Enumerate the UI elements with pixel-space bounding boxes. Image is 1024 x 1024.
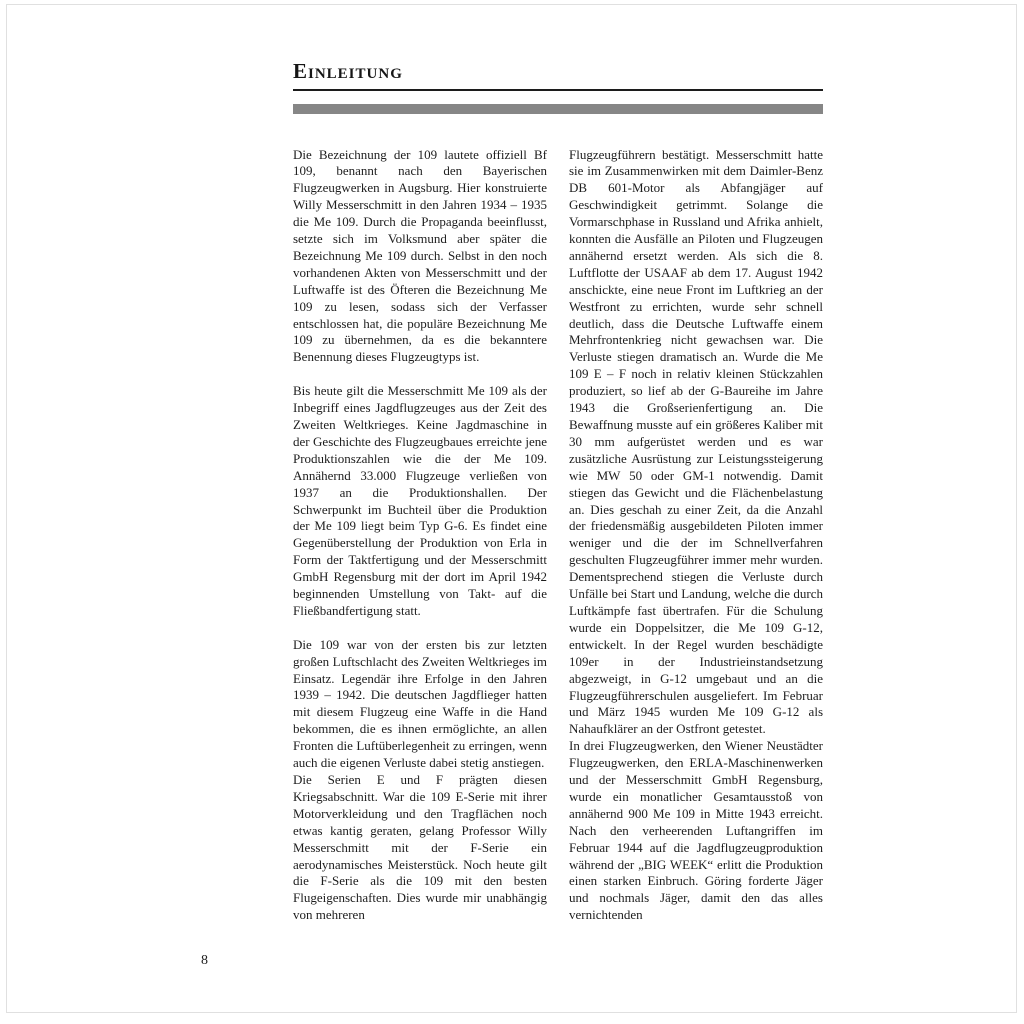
left-column <box>293 147 547 925</box>
heading-rule <box>293 89 823 91</box>
page-number: 8 <box>201 953 208 968</box>
paragraph: Bis heute gilt die Messerschmitt Me 109 als der Inbegriff eines Jagdflugzeuges aus der Zeit des Zweiten Weltkrieges. Keine Jagdmaschine in der Geschichte des Flugzeugbaues erreichte jene Produktionszahlen wie die der Me 109. Annähernd 33.000 Flugzeuge verließen von 1937 an die Produktionshallen. Der Schwerpunkt im Buchteil über die Produktion der Me 109 liegt beim Typ G-6. Es findet eine Gegenüberstellung der Produktion von Erla in Form der Taktfertigung und der Messerschmitt GmbH Regensburg mit der dort im April 1942 beginnenden Umstellung von Takt- auf die Fließbandfertigung statt. <box>293 383 547 618</box>
chapter-heading: Einleitung <box>293 59 403 83</box>
page-content <box>293 61 823 924</box>
paragraph: Die Bezeichnung der 109 lautete offiziell Bf 109, benannt nach den Bayerischen Flugzeugwerken in Augsburg. Hier konstruierte Willy Messerschmitt in den Jahren 1934 – 1935 die Me 109. Durch die Propaganda beeinflusst, setzte sich im Volksmund aber später die Bezeichnung Me 109 durch. Selbst in den noch vorhandenen Akten von Messerschmitt und der Luftwaffe ist des Öfteren die Bezeichnung Me 109 zu lesen, sodass sich der Verfasser entschlossen hat, die populäre Bezeichnung Me 109 zu übernehmen, da es die bekanntere Benennung dieses Flugzeugtyps ist. <box>293 146 547 365</box>
section-divider-bar <box>293 104 823 114</box>
text-columns <box>293 147 823 925</box>
paragraph: In drei Flugzeugwerken, den Wiener Neustädter Flugzeugwerken, den ERLA-Maschinenwerken und der Messerschmitt GmbH Regensburg, wurde ein monatlicher Gesamtausstoß von annähernd 900 Me 109 in Mitte 1943 erreicht. Nach den verheerenden Luftangriffen im Februar 1944 auf die Jagdflugzeugproduktion während der „BIG WEEK“ erlitt die Produktion einen starken Einbruch. Göring forderte Jäger und nochmals Jäger, damit den das alles vernichtenden <box>569 738 823 923</box>
right-column <box>569 147 823 925</box>
paragraph: Flugzeugführern bestätigt. Messerschmitt hatte sie im Zusammenwirken mit dem Daimler-Benz DB 601-Motor als Abfangjäger auf Geschwindigkeit getrimmt. Solange die Vormarschphase in Russland und Afrika anhielt, konnten die Ausfälle an Piloten und Flugzeugen annähernd ersetzt werden. Als sich die 8. Luftflotte der USAAF ab dem 17. August 1942 anschickte, eine neue Front im Luftkrieg an der Westfront zu errichten, wurde sehr schnell deutlich, dass die Deutsche Luftwaffe einem Mehrfrontenkrieg nicht gewachsen war. Die Verluste stiegen dramatisch an. Wurde die Me 109 E – F noch in relativ kleinen Stückzahlen produziert, so lief ab der G-Baureihe im Jahre 1943 die Großserienfertigung an. Die Bewaffnung musste auf ein größeres Kaliber mit 30 mm aufgerüstet werden und es war zusätzliche Ausrüstung zur Leistungssteigerung wie MW 50 oder GM-1 notwendig. Damit stiegen das Gewicht und die Flächenbelastung an. Dies geschah zu einer Zeit, da die Anzahl der friedensmäßig ausgebildeten Piloten immer weniger und die der im Schnellverfahren geschulten Flugzeugführer immer mehr wurden. Dementsprechend stiegen die Verluste durch Unfälle bei Start und Landung, welche die durch Luftkämpfe fast übertrafen. Für die Schulung wurde ein Doppelsitzer, die Me 109 G-12, entwickelt. In der Regel wurden beschädigte 109er in der Industrieinstandsetzung abgezweigt, in G-12 umgebaut und an die Flugzeugführerschulen ausgeliefert. Im Februar und März 1945 wurden Me 109 G-12 als Nahaufklärer an der Ostfront getestet. <box>569 146 823 737</box>
paragraph: Die 109 war von der ersten bis zur letzten großen Luftschlacht des Zweiten Weltkrieges im Einsatz. Legendär ihre Erfolge in den Jahren 1939 – 1942. Die deutschen Jagdflieger hatten mit diesem Flugzeug eine Waffe in die Hand bekommen, die es ihnen ermöglichte, an allen Fronten die Luftüberlegenheit zu erringen, wenn auch die eigenen Verluste dabei stetig anstiegen. <box>293 636 547 771</box>
paragraph: Die Serien E und F prägten diesen Kriegsabschnitt. War die 109 E-Serie mit ihrer Motorverkleidung und den Tragflächen noch etwas kantig geraten, gelang Professor Willy Messerschmitt mit der F-Serie ein aerodynamisches Meisterstück. Noch heute gilt die F-Serie als die 109 mit den besten Flugeigenschaften. Dies wurde mir unabhängig von mehreren <box>293 772 547 923</box>
